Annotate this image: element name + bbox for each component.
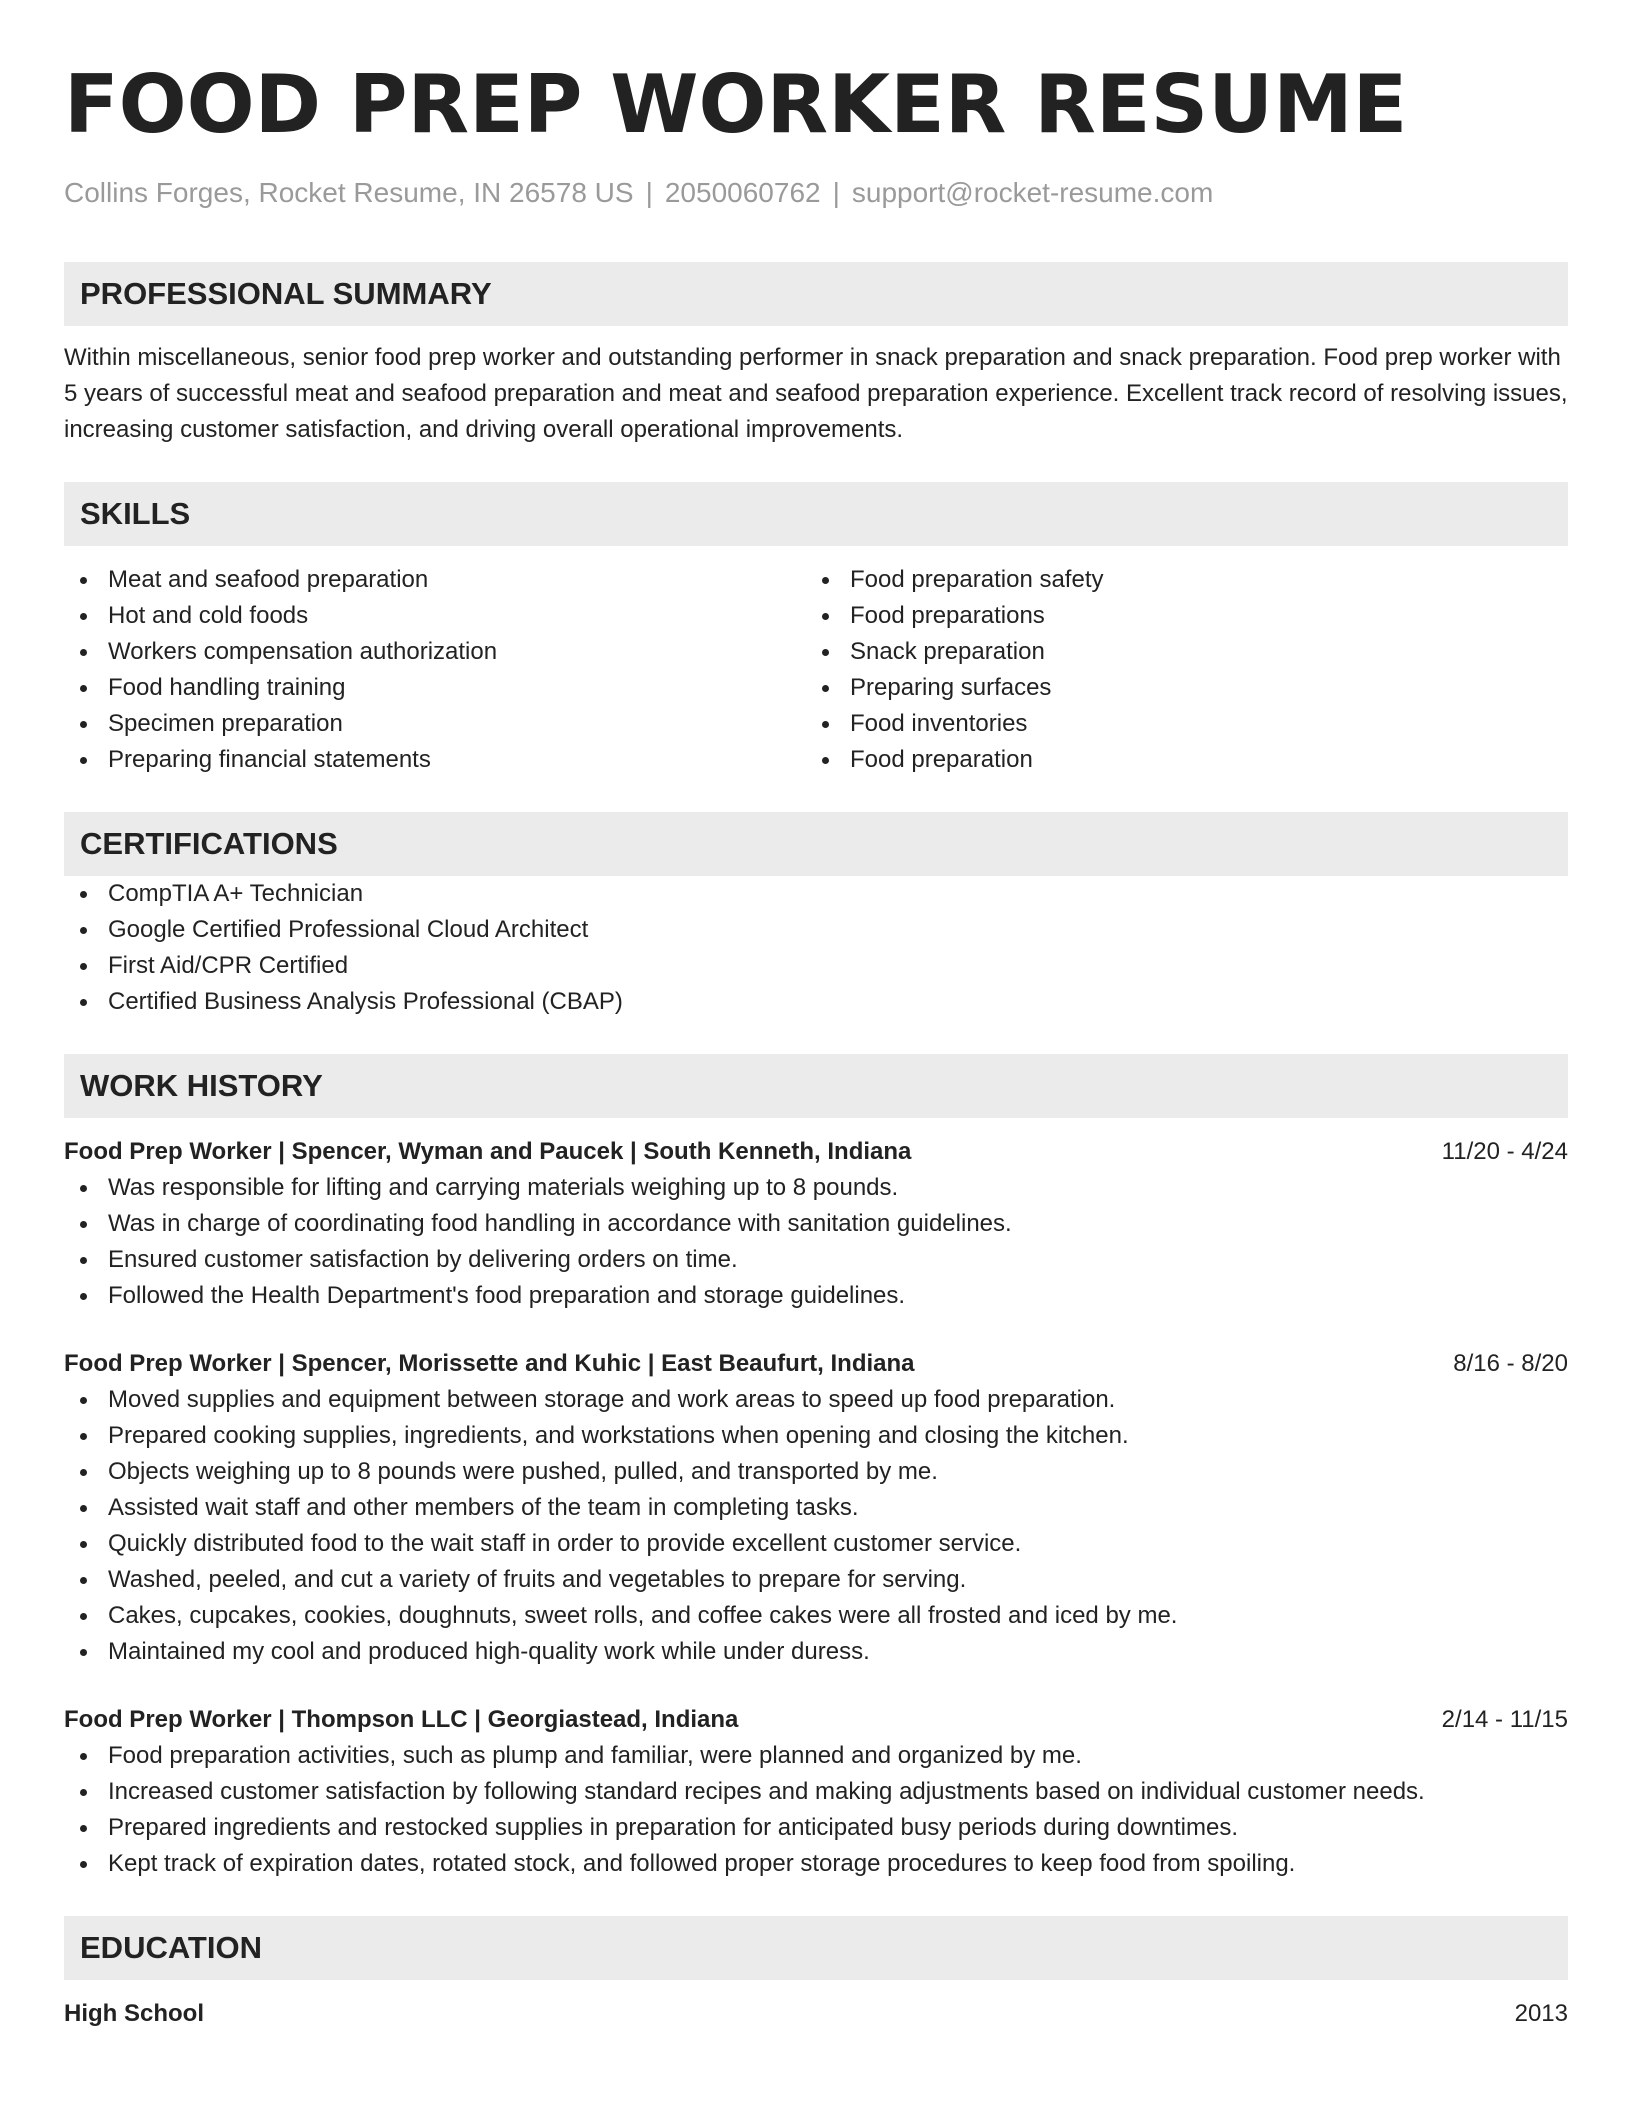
certification-item: First Aid/CPR Certified bbox=[64, 948, 1568, 984]
job-duty: Assisted wait staff and other members of the team in completing tasks. bbox=[64, 1490, 1568, 1526]
skill-item: Food handling training bbox=[64, 670, 806, 706]
job-header bbox=[64, 1702, 1568, 1738]
skills-column-left bbox=[64, 562, 806, 778]
job-duty: Maintained my cool and produced high-quality work while under duress. bbox=[64, 1634, 1568, 1670]
skill-item: Preparing surfaces bbox=[806, 670, 1548, 706]
job-duty: Cakes, cupcakes, cookies, doughnuts, sweet rolls, and coffee cakes were all frosted and iced by me. bbox=[64, 1598, 1568, 1634]
skills-list bbox=[64, 562, 1568, 778]
section-heading-certifications: CERTIFICATIONS bbox=[64, 812, 1568, 876]
job-duty: Food preparation activities, such as plump and familiar, were planned and organized by me. bbox=[64, 1738, 1568, 1774]
contact-phone: 2050060762 bbox=[664, 177, 821, 208]
job-entry bbox=[64, 1702, 1568, 1882]
job-title: Food Prep Worker | Thompson LLC | Georgiastead, Indiana bbox=[64, 1706, 739, 1733]
job-duty: Moved supplies and equipment between storage and work areas to speed up food preparation. bbox=[64, 1382, 1568, 1418]
skill-item: Food inventories bbox=[806, 706, 1548, 742]
section-heading-education: EDUCATION bbox=[64, 1916, 1568, 1980]
job-duties bbox=[64, 1738, 1568, 1882]
section-heading-skills: SKILLS bbox=[64, 482, 1568, 546]
section-heading-summary: PROFESSIONAL SUMMARY bbox=[64, 262, 1568, 326]
skill-item: Snack preparation bbox=[806, 634, 1548, 670]
section-heading-work-history: WORK HISTORY bbox=[64, 1054, 1568, 1118]
job-title: Food Prep Worker | Spencer, Morissette and Kuhic | East Beaufurt, Indiana bbox=[64, 1350, 915, 1377]
job-header bbox=[64, 1134, 1568, 1170]
job-duty: Kept track of expiration dates, rotated stock, and followed proper storage procedures to keep food from spoiling. bbox=[64, 1846, 1568, 1882]
job-dates: 11/20 - 4/24 bbox=[1441, 1138, 1568, 1165]
job-duties bbox=[64, 1170, 1568, 1314]
skills-column-right bbox=[806, 562, 1548, 778]
job-duty: Increased customer satisfaction by following standard recipes and making adjustments based on individual customer needs. bbox=[64, 1774, 1568, 1810]
job-duty: Objects weighing up to 8 pounds were pushed, pulled, and transported by me. bbox=[64, 1454, 1568, 1490]
skill-item: Hot and cold foods bbox=[64, 598, 806, 634]
job-dates: 2/14 - 11/15 bbox=[1441, 1706, 1568, 1733]
skill-item: Food preparation safety bbox=[806, 562, 1548, 598]
skill-item: Food preparations bbox=[806, 598, 1548, 634]
contact-address: Collins Forges, Rocket Resume, IN 26578 US bbox=[64, 177, 634, 208]
skill-item: Workers compensation authorization bbox=[64, 634, 806, 670]
job-duty: Washed, peeled, and cut a variety of fruits and vegetables to prepare for serving. bbox=[64, 1562, 1568, 1598]
certification-item: Google Certified Professional Cloud Architect bbox=[64, 912, 1568, 948]
resume-title: FOOD PREP WORKER RESUME bbox=[64, 58, 1408, 151]
contact-separator: | bbox=[832, 177, 840, 208]
skill-item: Specimen preparation bbox=[64, 706, 806, 742]
skill-item: Preparing financial statements bbox=[64, 742, 806, 778]
job-header bbox=[64, 1346, 1568, 1382]
job-duty: Quickly distributed food to the wait staff in order to provide excellent customer service. bbox=[64, 1526, 1568, 1562]
job-duty: Prepared ingredients and restocked supplies in preparation for anticipated busy periods during downtimes. bbox=[64, 1810, 1568, 1846]
job-duties bbox=[64, 1382, 1568, 1670]
certification-item: Certified Business Analysis Professional (CBAP) bbox=[64, 984, 1568, 1020]
contact-email: support@rocket-resume.com bbox=[851, 177, 1214, 208]
contact-line bbox=[64, 176, 1568, 210]
education-year: 2013 bbox=[1514, 2000, 1568, 2027]
certifications-list bbox=[64, 876, 1568, 1020]
job-duty: Ensured customer satisfaction by delivering orders on time. bbox=[64, 1242, 1568, 1278]
skill-item: Food preparation bbox=[806, 742, 1548, 778]
job-dates: 8/16 - 8/20 bbox=[1453, 1350, 1568, 1377]
job-duty: Was responsible for lifting and carrying materials weighing up to 8 pounds. bbox=[64, 1170, 1568, 1206]
job-duty: Was in charge of coordinating food handling in accordance with sanitation guidelines. bbox=[64, 1206, 1568, 1242]
job-entry bbox=[64, 1346, 1568, 1670]
job-duty: Followed the Health Department's food preparation and storage guidelines. bbox=[64, 1278, 1568, 1314]
summary-text: Within miscellaneous, senior food prep worker and outstanding performer in snack preparation and snack preparation. Food prep worker with 5 years of successful meat and seafood preparation and meat and seafood preparation experience. Excellent track record of resolving issues, increasing customer satisfaction, and driving overall operational improvements. bbox=[64, 344, 1568, 443]
education-entry bbox=[64, 1996, 1568, 2032]
education-degree: High School bbox=[64, 2000, 204, 2027]
contact-separator: | bbox=[645, 177, 653, 208]
job-entry bbox=[64, 1134, 1568, 1314]
job-duty: Prepared cooking supplies, ingredients, and workstations when opening and closing the kitchen. bbox=[64, 1418, 1568, 1454]
job-title: Food Prep Worker | Spencer, Wyman and Paucek | South Kenneth, Indiana bbox=[64, 1138, 912, 1165]
skill-item: Meat and seafood preparation bbox=[64, 562, 806, 598]
certification-item: CompTIA A+ Technician bbox=[64, 876, 1568, 912]
